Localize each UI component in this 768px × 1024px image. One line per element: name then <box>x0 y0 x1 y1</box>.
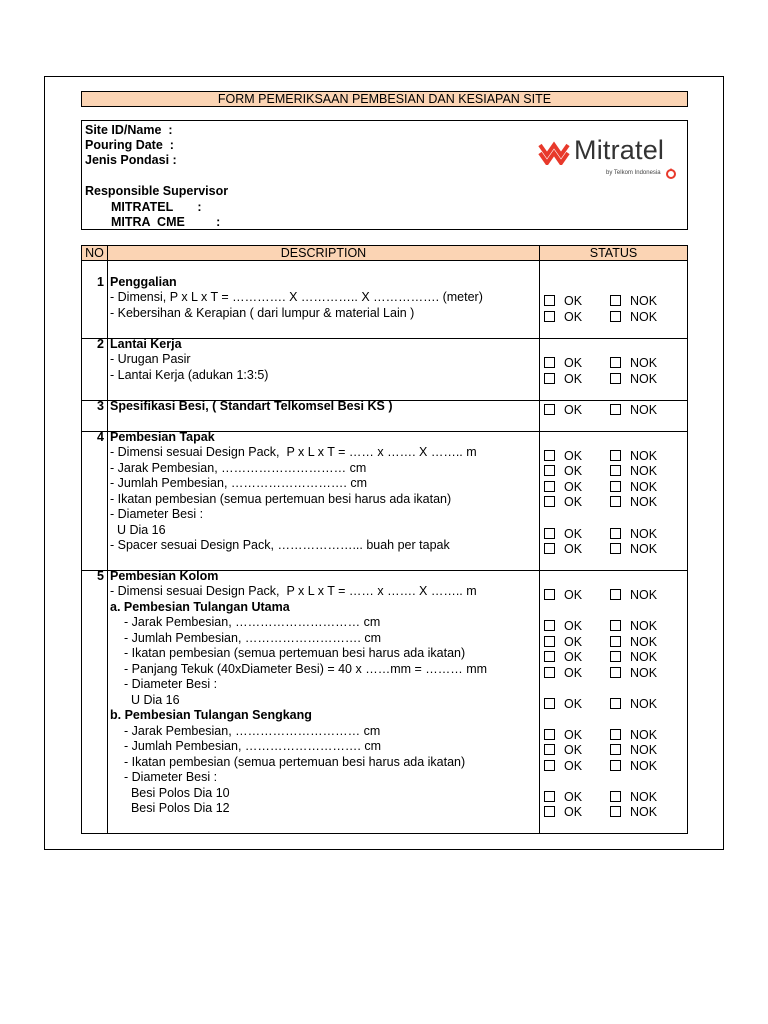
section-title-lantai-kerja: Lantai Kerja <box>110 337 182 351</box>
nok-checkbox[interactable] <box>610 543 621 554</box>
ok-checkbox[interactable] <box>544 373 555 384</box>
nok-checkbox[interactable] <box>610 496 621 507</box>
status-row <box>544 666 684 681</box>
nok-label: NOK <box>630 635 658 649</box>
ok-label: OK <box>564 403 583 417</box>
nok-checkbox[interactable] <box>610 651 621 662</box>
nok-label: NOK <box>630 480 658 494</box>
nok-checkbox[interactable] <box>610 791 621 802</box>
nok-checkbox[interactable] <box>610 806 621 817</box>
line-spacer-tapak: - Spacer sesuai Design Pack, ………………... buah per tapak <box>110 538 450 552</box>
status-row <box>544 790 684 805</box>
status-row <box>544 542 684 557</box>
nok-label: NOK <box>630 666 658 680</box>
status-row <box>544 372 684 387</box>
nok-checkbox[interactable] <box>610 311 621 322</box>
ok-label: OK <box>564 805 583 819</box>
nok-checkbox[interactable] <box>610 295 621 306</box>
nok-label: NOK <box>630 542 658 556</box>
nok-label: NOK <box>630 449 658 463</box>
status-row <box>544 588 684 603</box>
table-header <box>81 245 688 261</box>
ok-label: OK <box>564 480 583 494</box>
nok-checkbox[interactable] <box>610 373 621 384</box>
ok-checkbox[interactable] <box>544 404 555 415</box>
nok-checkbox[interactable] <box>610 620 621 631</box>
ok-label: OK <box>564 790 583 804</box>
ok-checkbox[interactable] <box>544 744 555 755</box>
line-udia16-tapak: U Dia 16 <box>110 523 166 537</box>
ok-label: OK <box>564 759 583 773</box>
ok-label: OK <box>564 743 583 757</box>
nok-checkbox[interactable] <box>610 404 621 415</box>
line-ikatan-utama: - Ikatan pembesian (semua pertemuan besi harus ada ikatan) <box>124 646 466 660</box>
nok-checkbox[interactable] <box>610 528 621 539</box>
row-number-5: 5 <box>97 569 104 583</box>
line-jumlah-utama: - Jumlah Pembesian, ………………………. cm <box>124 631 381 645</box>
nok-label: NOK <box>630 588 658 602</box>
ok-checkbox[interactable] <box>544 589 555 600</box>
ok-label: OK <box>564 635 583 649</box>
row-number-3: 3 <box>97 399 104 413</box>
line-udia16-utama: U Dia 16 <box>124 693 180 707</box>
subsection-tulangan-utama: a. Pembesian Tulangan Utama <box>110 600 290 614</box>
ok-label: OK <box>564 527 583 541</box>
ok-label: OK <box>564 464 583 478</box>
status-row <box>544 697 684 712</box>
line-ikatan-sengkang: - Ikatan pembesian (semua pertemuan besi harus ada ikatan) <box>124 755 466 769</box>
form-title: FORM PEMERIKSAAN PEMBESIAN DAN KESIAPAN SITE <box>81 91 688 107</box>
nok-label: NOK <box>630 464 658 478</box>
nok-checkbox[interactable] <box>610 744 621 755</box>
pouring-date-label: Pouring Date : <box>85 138 174 152</box>
nok-label: NOK <box>630 759 658 773</box>
line-jarak-sengkang: - Jarak Pembesian, ………………………… cm <box>124 724 381 738</box>
responsible-supervisor-label: Responsible Supervisor <box>85 184 229 198</box>
ok-checkbox[interactable] <box>544 651 555 662</box>
section-title-penggalian: Penggalian <box>110 275 177 289</box>
ok-checkbox[interactable] <box>544 311 555 322</box>
line-dimensi-kolom: - Dimensi sesuai Design Pack, P x L x T = …… x ……. X …….. m <box>110 584 477 598</box>
nok-checkbox[interactable] <box>610 465 621 476</box>
ok-label: OK <box>564 294 583 308</box>
ok-checkbox[interactable] <box>544 496 555 507</box>
ok-label: OK <box>564 310 583 324</box>
nok-checkbox[interactable] <box>610 450 621 461</box>
header-description: DESCRIPTION <box>108 246 540 260</box>
nok-label: NOK <box>630 310 658 324</box>
status-row <box>544 728 684 743</box>
section-title-pembesian-kolom: Pembesian Kolom <box>110 569 219 583</box>
ok-checkbox[interactable] <box>544 667 555 678</box>
line-jarak-tapak: - Jarak Pembesian, ………………………… cm <box>110 461 367 475</box>
status-row <box>544 356 684 371</box>
status-row <box>544 743 684 758</box>
nok-label: NOK <box>630 728 658 742</box>
logo-subtitle: by Telkom Indonesia <box>606 170 661 176</box>
ok-label: OK <box>564 372 583 386</box>
line-jumlah-tapak: - Jumlah Pembesian, ………………………. cm <box>110 476 367 490</box>
status-row <box>544 294 684 309</box>
mitra-cme-label: MITRA CME : <box>111 215 221 229</box>
status-row <box>544 495 684 510</box>
ok-label: OK <box>564 650 583 664</box>
status-row <box>544 310 684 325</box>
ok-label: OK <box>564 666 583 680</box>
line-dimensi-galian: - Dimensi, P x L x T = …………. X ………….. X ……………. (meter) <box>110 290 483 304</box>
header-no: NO <box>82 246 108 260</box>
row-number-1: 1 <box>97 275 104 289</box>
ok-label: OK <box>564 697 583 711</box>
status-row <box>544 403 684 418</box>
nok-label: NOK <box>630 372 658 386</box>
row-number-2: 2 <box>97 337 104 351</box>
subsection-tulangan-sengkang: b. Pembesian Tulangan Sengkang <box>110 708 312 722</box>
nok-checkbox[interactable] <box>610 729 621 740</box>
line-kebersihan: - Kebersihan & Kerapian ( dari lumpur & material Lain ) <box>110 306 415 320</box>
nok-label: NOK <box>630 805 658 819</box>
ok-checkbox[interactable] <box>544 636 555 647</box>
line-polos-dia10: Besi Polos Dia 10 <box>124 786 230 800</box>
ok-checkbox[interactable] <box>544 698 555 709</box>
nok-checkbox[interactable] <box>610 481 621 492</box>
line-diameter-sengkang: - Diameter Besi : <box>124 770 218 784</box>
nok-label: NOK <box>630 294 658 308</box>
ok-checkbox[interactable] <box>544 791 555 802</box>
nok-checkbox[interactable] <box>610 357 621 368</box>
status-row <box>544 619 684 634</box>
nok-label: NOK <box>630 356 658 370</box>
nok-label: NOK <box>630 495 658 509</box>
ok-label: OK <box>564 495 583 509</box>
line-jumlah-sengkang: - Jumlah Pembesian, ………………………. cm <box>124 739 381 753</box>
nok-checkbox[interactable] <box>610 760 621 771</box>
section-title-pembesian-tapak: Pembesian Tapak <box>110 430 215 444</box>
jenis-pondasi-label: Jenis Pondasi : <box>85 153 177 167</box>
status-row <box>544 480 684 495</box>
ok-checkbox[interactable] <box>544 620 555 631</box>
line-jarak-utama: - Jarak Pembesian, ………………………… cm <box>124 615 381 629</box>
status-row <box>544 759 684 774</box>
status-row <box>544 635 684 650</box>
status-row <box>544 805 684 820</box>
mitratel-logo-mark-icon <box>538 141 572 165</box>
line-panjang-tekuk: - Panjang Tekuk (40xDiameter Besi) = 40 x ……mm = ……… mm <box>124 662 488 676</box>
checklist-table <box>81 261 688 834</box>
logo-wordmark: Mitratel <box>574 135 665 165</box>
ok-checkbox[interactable] <box>544 806 555 817</box>
nok-label: NOK <box>630 697 658 711</box>
ok-label: OK <box>564 619 583 633</box>
nok-label: NOK <box>630 527 658 541</box>
ok-checkbox[interactable] <box>544 357 555 368</box>
row-number-4: 4 <box>97 430 104 444</box>
ok-label: OK <box>564 356 583 370</box>
ok-label: OK <box>564 728 583 742</box>
status-row <box>544 650 684 665</box>
mitratel-label: MITRATEL : <box>111 200 202 214</box>
line-lantai-kerja: - Lantai Kerja (adukan 1:3:5) <box>110 368 269 382</box>
ok-label: OK <box>564 588 583 602</box>
nok-label: NOK <box>630 403 658 417</box>
nok-label: NOK <box>630 743 658 757</box>
nok-checkbox[interactable] <box>610 698 621 709</box>
line-diameter-tapak: - Diameter Besi : <box>110 507 204 521</box>
status-row <box>544 449 684 464</box>
ok-checkbox[interactable] <box>544 760 555 771</box>
ok-checkbox[interactable] <box>544 295 555 306</box>
ok-checkbox[interactable] <box>544 450 555 461</box>
nok-checkbox[interactable] <box>610 667 621 678</box>
nok-label: NOK <box>630 790 658 804</box>
nok-label: NOK <box>630 619 658 633</box>
telkom-logo-icon <box>664 167 678 179</box>
mitratel-logo <box>538 137 678 187</box>
site-info-box <box>81 120 688 230</box>
nok-checkbox[interactable] <box>610 636 621 647</box>
nok-label: NOK <box>630 650 658 664</box>
ok-checkbox[interactable] <box>544 729 555 740</box>
status-row <box>544 464 684 479</box>
status-row <box>544 527 684 542</box>
line-urugan-pasir: - Urugan Pasir <box>110 352 191 366</box>
line-polos-dia12: Besi Polos Dia 12 <box>124 801 230 815</box>
line-ikatan-tapak: - Ikatan pembesian (semua pertemuan besi harus ada ikatan) <box>110 492 452 506</box>
line-diameter-utama: - Diameter Besi : <box>124 677 218 691</box>
ok-checkbox[interactable] <box>544 481 555 492</box>
nok-checkbox[interactable] <box>610 589 621 600</box>
line-dimensi-tapak: - Dimensi sesuai Design Pack, P x L x T = …… x ……. X …….. m <box>110 445 477 459</box>
ok-label: OK <box>564 449 583 463</box>
ok-checkbox[interactable] <box>544 465 555 476</box>
site-id-label: Site ID/Name : <box>85 123 173 137</box>
section-title-spesifikasi-besi: Spesifikasi Besi, ( Standart Telkomsel Besi KS ) <box>110 399 393 413</box>
header-status: STATUS <box>589 246 638 260</box>
ok-checkbox[interactable] <box>544 528 555 539</box>
ok-checkbox[interactable] <box>544 543 555 554</box>
ok-label: OK <box>564 542 583 556</box>
